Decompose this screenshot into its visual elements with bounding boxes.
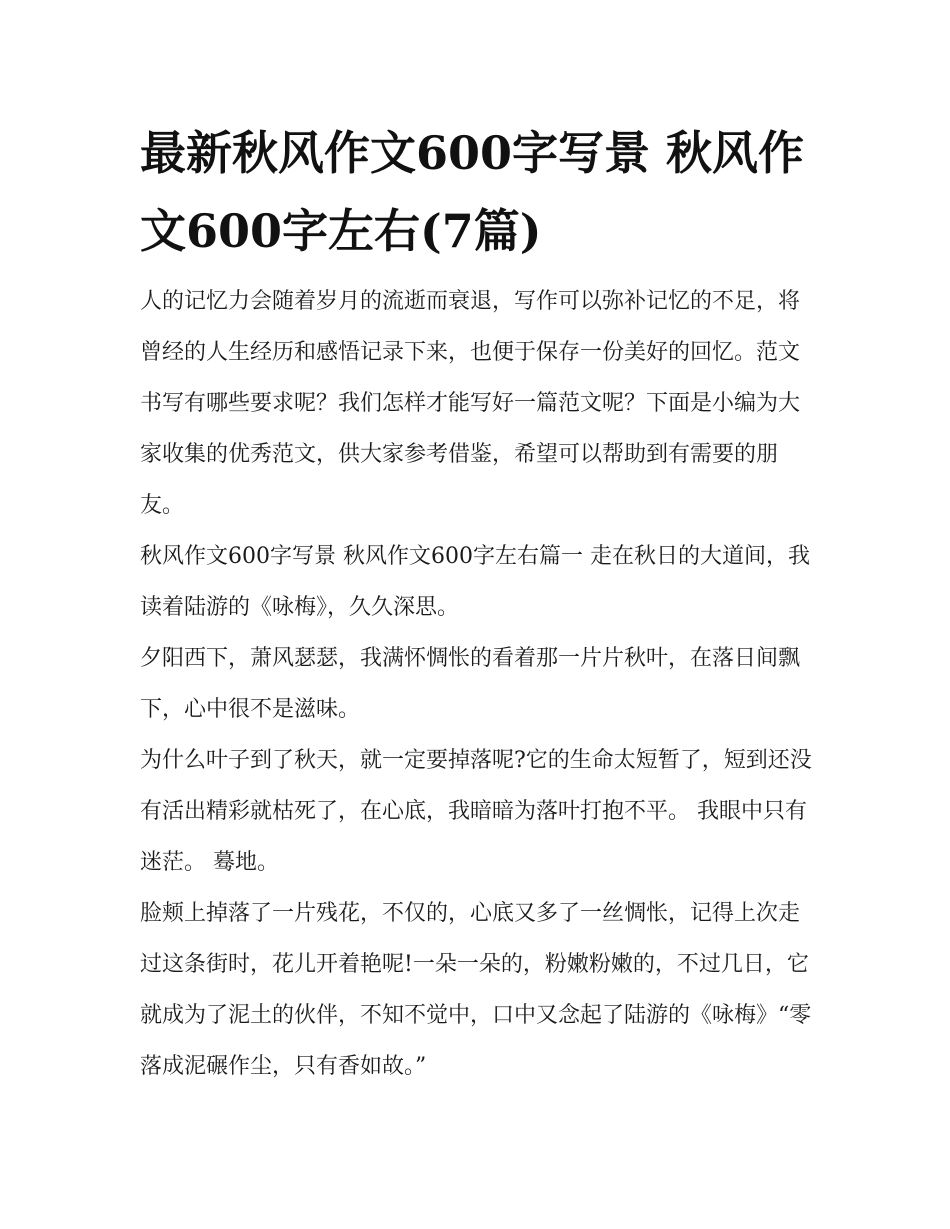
paragraph-falling-leaves: 为什么叶子到了秋天，就一定要掉落呢?它的生命太短暂了，短到还没有活出精彩就枯死了，在心底，我暗暗为落叶打抱不平。 我眼中只有迷茫。 蓦地。 (140, 748, 812, 875)
document-body (140, 276, 815, 1092)
paragraph-sunset: 夕阳西下，萧风瑟瑟，我满怀惆怅的看着那一片片秋叶，在落日间飘下，心中很不是滋味。 (140, 646, 801, 722)
paragraph-petal: 脸颊上掉落了一片残花，不仅的，心底又多了一丝惆怅，记得上次走过这条街时，花儿开着艳呢!一朵一朵的，粉嫩粉嫩的，不过几日，它就成为了泥土的伙伴，不知不觉中，口中又念起了陆游的《咏梅》“零落成泥碾作尘，只有香如故。” (140, 901, 812, 1079)
paragraph-essay-opening: 秋风作文600字写景 秋风作文600字左右篇一 走在秋日的大道间，我读着陆游的《咏梅》，久久深思。 (140, 544, 810, 620)
paragraph-intro: 人的记忆力会随着岁月的流逝而衰退，写作可以弥补记忆的不足，将曾经的人生经历和感悟记录下来，也便于保存一份美好的回忆。范文书写有哪些要求呢？我们怎样才能写好一篇范文呢？下面是小编为大家收集的优秀范文，供大家参考借鉴，希望可以帮助到有需要的朋友。 (140, 289, 801, 518)
page-title: 最新秋风作文600字写景 秋风作文600字左右(7篇) (140, 126, 805, 258)
